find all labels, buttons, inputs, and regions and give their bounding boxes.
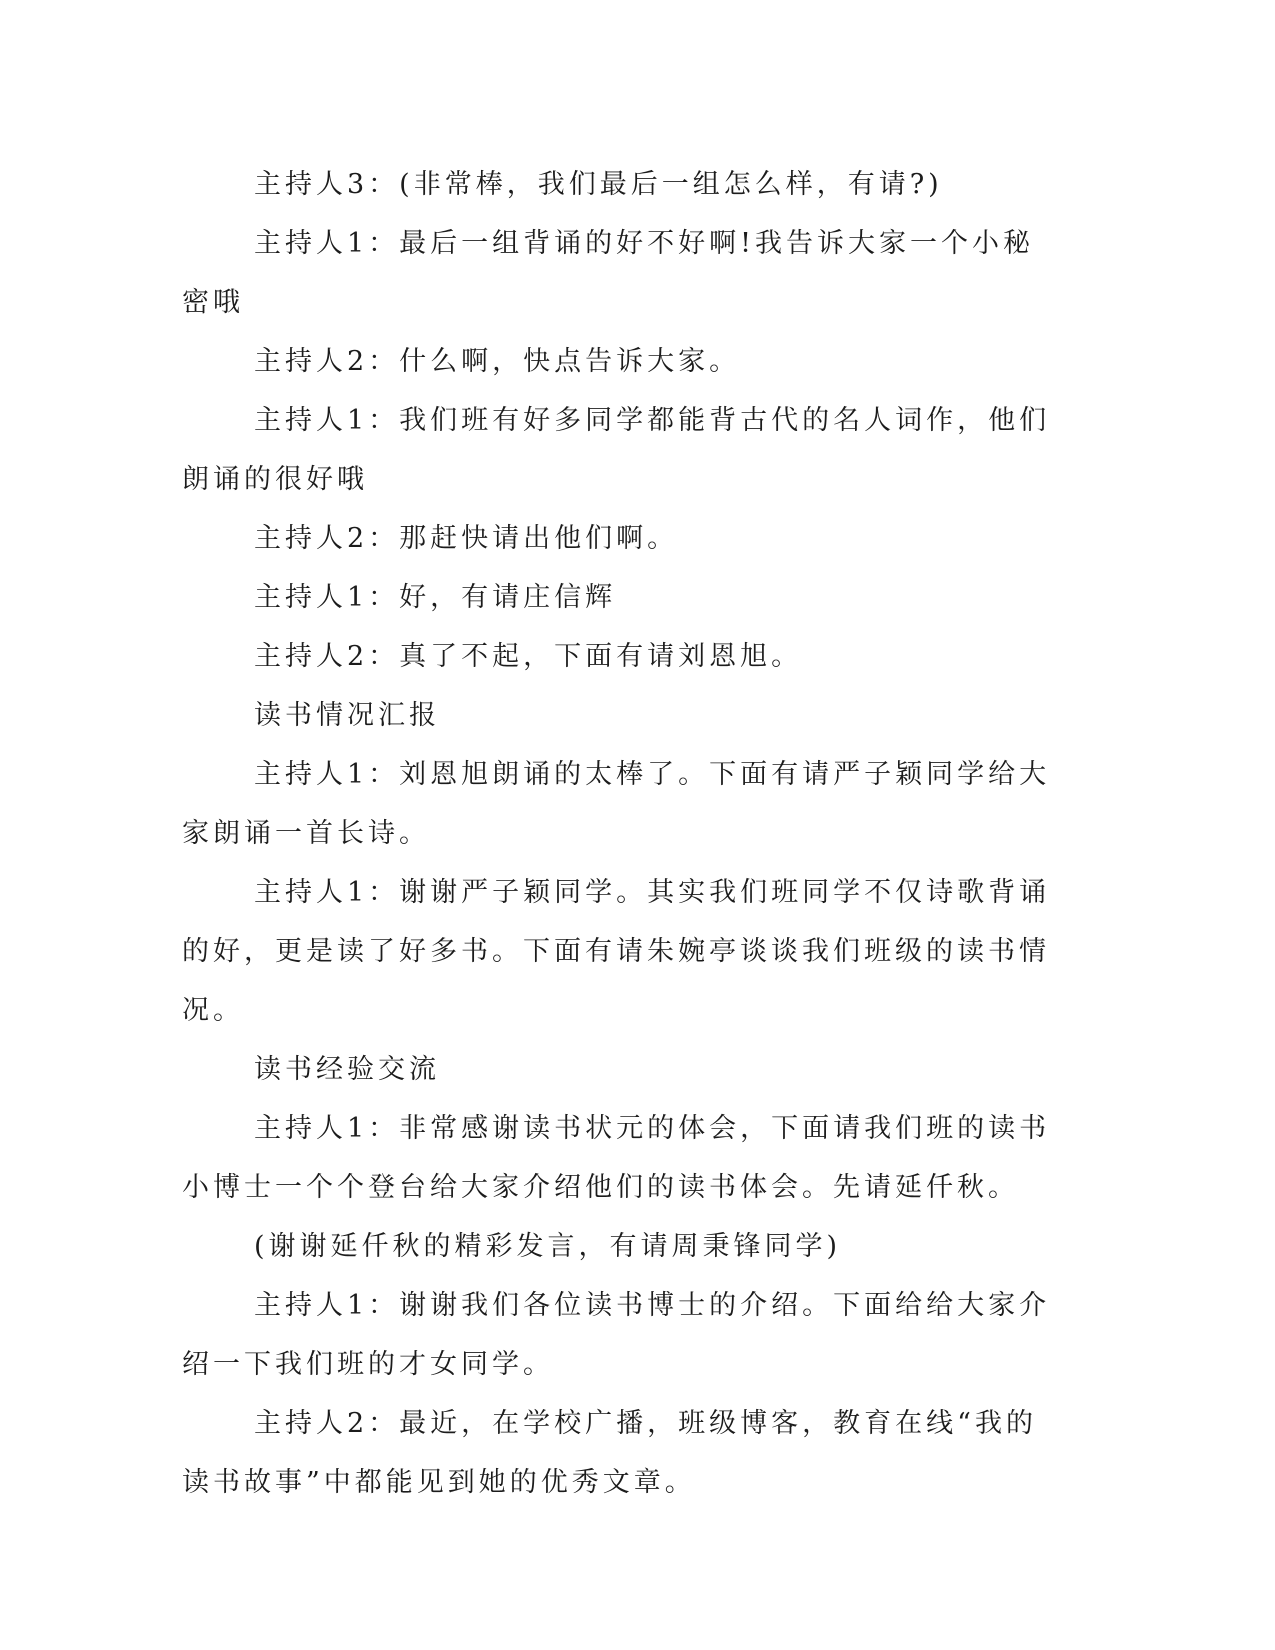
paragraph-host2-articles: 主持人2：最近，在学校广播，班级博客，教育在线“我的读书故事”中都能见到她的优秀文章。 (182, 1408, 1037, 1498)
paragraph-host1-classical: 主持人1：我们班有好多同学都能背古代的名人词作，他们朗诵的很好哦 (182, 405, 1051, 495)
paragraph-host1-doctors: 主持人1：非常感谢读书状元的体会，下面请我们班的读书小博士一个个登台给大家介绍他们的读书体会。先请延仟秋。 (182, 1113, 1051, 1203)
paragraph-host2-invite: 主持人2：那赶快请出他们啊。 (254, 523, 679, 554)
paragraph-host1-yan: 主持人1：刘恩旭朗诵的太棒了。下面有请严子颖同学给大家朗诵一首长诗。 (182, 759, 1051, 849)
paragraph-host3-intro: 主持人3：(非常棒，我们最后一组怎么样，有请?) (254, 169, 943, 200)
document-body (182, 155, 1062, 1512)
paragraph-host1-zhu: 主持人1：谢谢严子颖同学。其实我们班同学不仅诗歌背诵的好，更是读了好多书。下面有请朱婉亭谈谈我们班级的读书情况。 (182, 877, 1051, 1026)
paragraph-host1-secret: 主持人1：最后一组背诵的好不好啊!我告诉大家一个小秘密哦 (182, 228, 1035, 318)
paragraph-host1-talent: 主持人1：谢谢我们各位读书博士的介绍。下面给给大家介绍一下我们班的才女同学。 (182, 1290, 1051, 1380)
section-heading-reading-report: 读书情况汇报 (254, 700, 440, 731)
paragraph-host2-liu: 主持人2：真了不起，下面有请刘恩旭。 (254, 641, 803, 672)
section-heading-experience: 读书经验交流 (254, 1054, 440, 1085)
paragraph-host2-tell: 主持人2：什么啊，快点告诉大家。 (254, 346, 741, 377)
paragraph-thanks-yan: (谢谢延仟秋的精彩发言，有请周秉锋同学) (254, 1231, 842, 1262)
paragraph-host1-zhuang: 主持人1：好，有请庄信辉 (254, 582, 617, 613)
